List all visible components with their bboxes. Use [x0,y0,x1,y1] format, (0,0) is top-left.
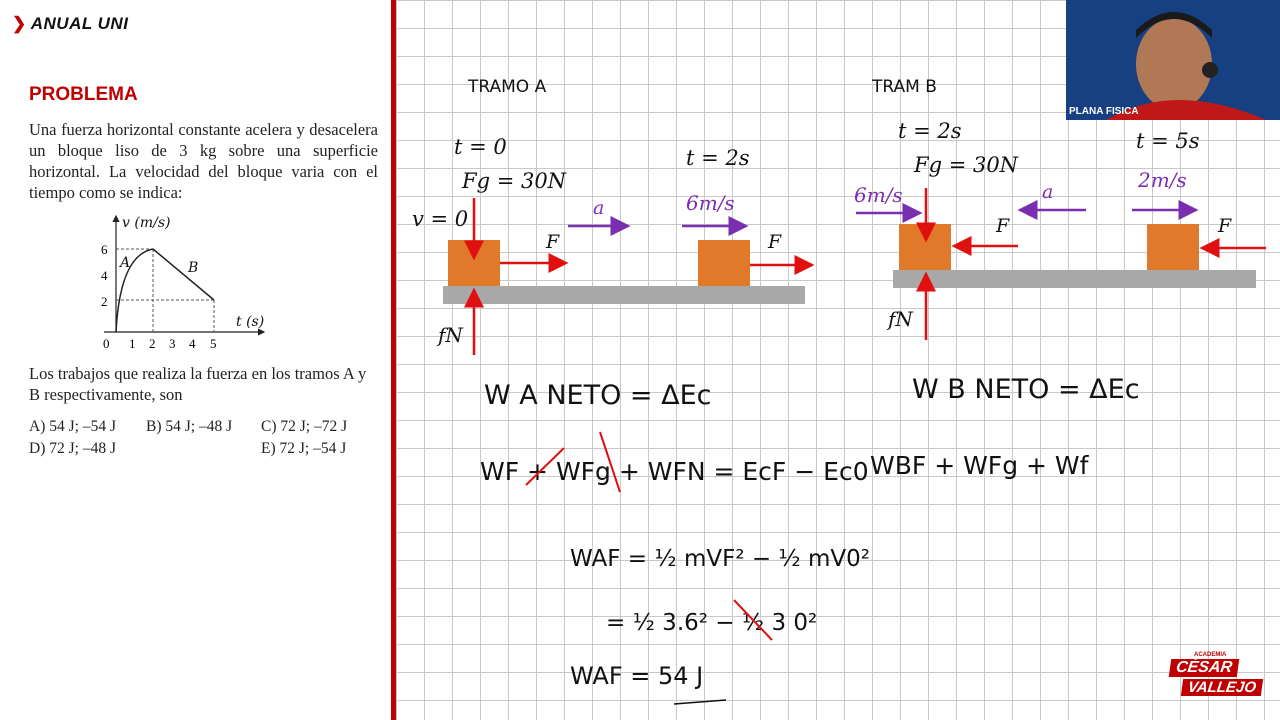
graph-xtick: 4 [189,336,196,350]
b-block-end [1147,224,1199,270]
webcam-overlay [1066,0,1280,120]
logo-line2: VALLEJO [1181,679,1263,696]
b-acceleration: a [1042,181,1054,203]
equation-work-energy-b: W B NETO = ΔEc [912,374,1140,405]
presenter-video [1066,0,1280,120]
velocity-time-graph [88,210,278,350]
equation-result-a: WAF = 54 J [570,662,704,690]
a-floor [443,286,805,304]
option-c[interactable]: C) 72 J; –72 J [261,418,348,435]
a-normal: fN [438,323,463,347]
equation-substitution-a: = ½ 3.6² − ½ 3 0² [606,610,818,636]
option-a[interactable]: A) 54 J; –54 J [29,418,116,435]
b-initial-velocity: 6m/s [854,183,903,207]
graph-segment-a: A [120,255,131,271]
a-initial-velocity: v = 0 [412,207,469,231]
logo-line1: CÉSAR [1169,659,1240,677]
b-force-start: F [996,215,1010,237]
problem-question: Los trabajos que realiza la fuerza en los tramos A y B respectivamente, son [29,364,367,404]
problem-panel [0,0,392,720]
b-final-velocity: 2m/s [1138,168,1187,192]
option-d[interactable]: D) 72 J; –48 J [29,440,116,457]
problem-title: PROBLEMA [29,84,138,105]
a-time-start: t = 0 [454,135,507,159]
a-force-end: F [768,231,782,253]
graph-xtick: 1 [129,336,136,350]
graph-ylabel: v (m/s) [122,215,171,231]
chevron-right-icon: ❯ [12,14,27,33]
a-weight: Fg = 30N [462,169,567,193]
a-force-start: F [546,231,560,253]
a-final-velocity: 6m/s [686,191,735,215]
b-floor [893,270,1256,288]
b-force-end: F [1218,215,1232,237]
graph-ytick: 2 [101,294,108,309]
option-b[interactable]: B) 54 J; –48 J [146,418,233,435]
graph-xlabel: t (s) [236,314,265,330]
a-time-end: t = 2s [686,146,750,170]
a-block-end [698,240,750,286]
b-time-start: t = 2s [898,119,962,143]
graph-xtick: 3 [169,336,176,350]
equation-work-energy-a: W A NETO = ΔEc [484,380,712,411]
tramo-a-label: TRAMO A [468,77,547,97]
a-acceleration: a [593,197,605,219]
brand-header [12,14,128,34]
graph-ytick: 4 [101,268,108,283]
graph-segment-b: B [188,260,199,276]
option-e[interactable]: E) 72 J; –54 J [261,440,347,457]
webcam-label: PLANA FISICA [1069,106,1139,117]
graph-xtick: 5 [210,336,217,350]
b-weight: Fg = 30N [914,153,1019,177]
equation-kinetic-a: WAF = ½ mVF² − ½ mV0² [570,546,871,572]
brand-label: ANUAL UNI [30,14,129,33]
b-time-end: t = 5s [1136,129,1200,153]
tramo-b-label: TRAM B [872,77,937,97]
graph-xtick: 0 [103,336,110,350]
graph-ytick: 6 [101,242,108,257]
academy-logo [1168,652,1260,702]
b-normal: fN [888,307,913,331]
graph-xtick: 2 [149,336,156,350]
equation-work-sum-b: WBF + WFg + Wf [870,451,1089,480]
equation-work-sum-a: WF + WFg + WFN = EcF − Ec0 [480,457,869,486]
problem-statement: Una fuerza horizontal constante acelera y desacelera un bloque liso de 3 kg sobre una superficie horizontal. La velocidad del bloque varia con el tiempo como se indica: [29,120,378,202]
logo-top: ACADEMIA [1194,652,1227,658]
